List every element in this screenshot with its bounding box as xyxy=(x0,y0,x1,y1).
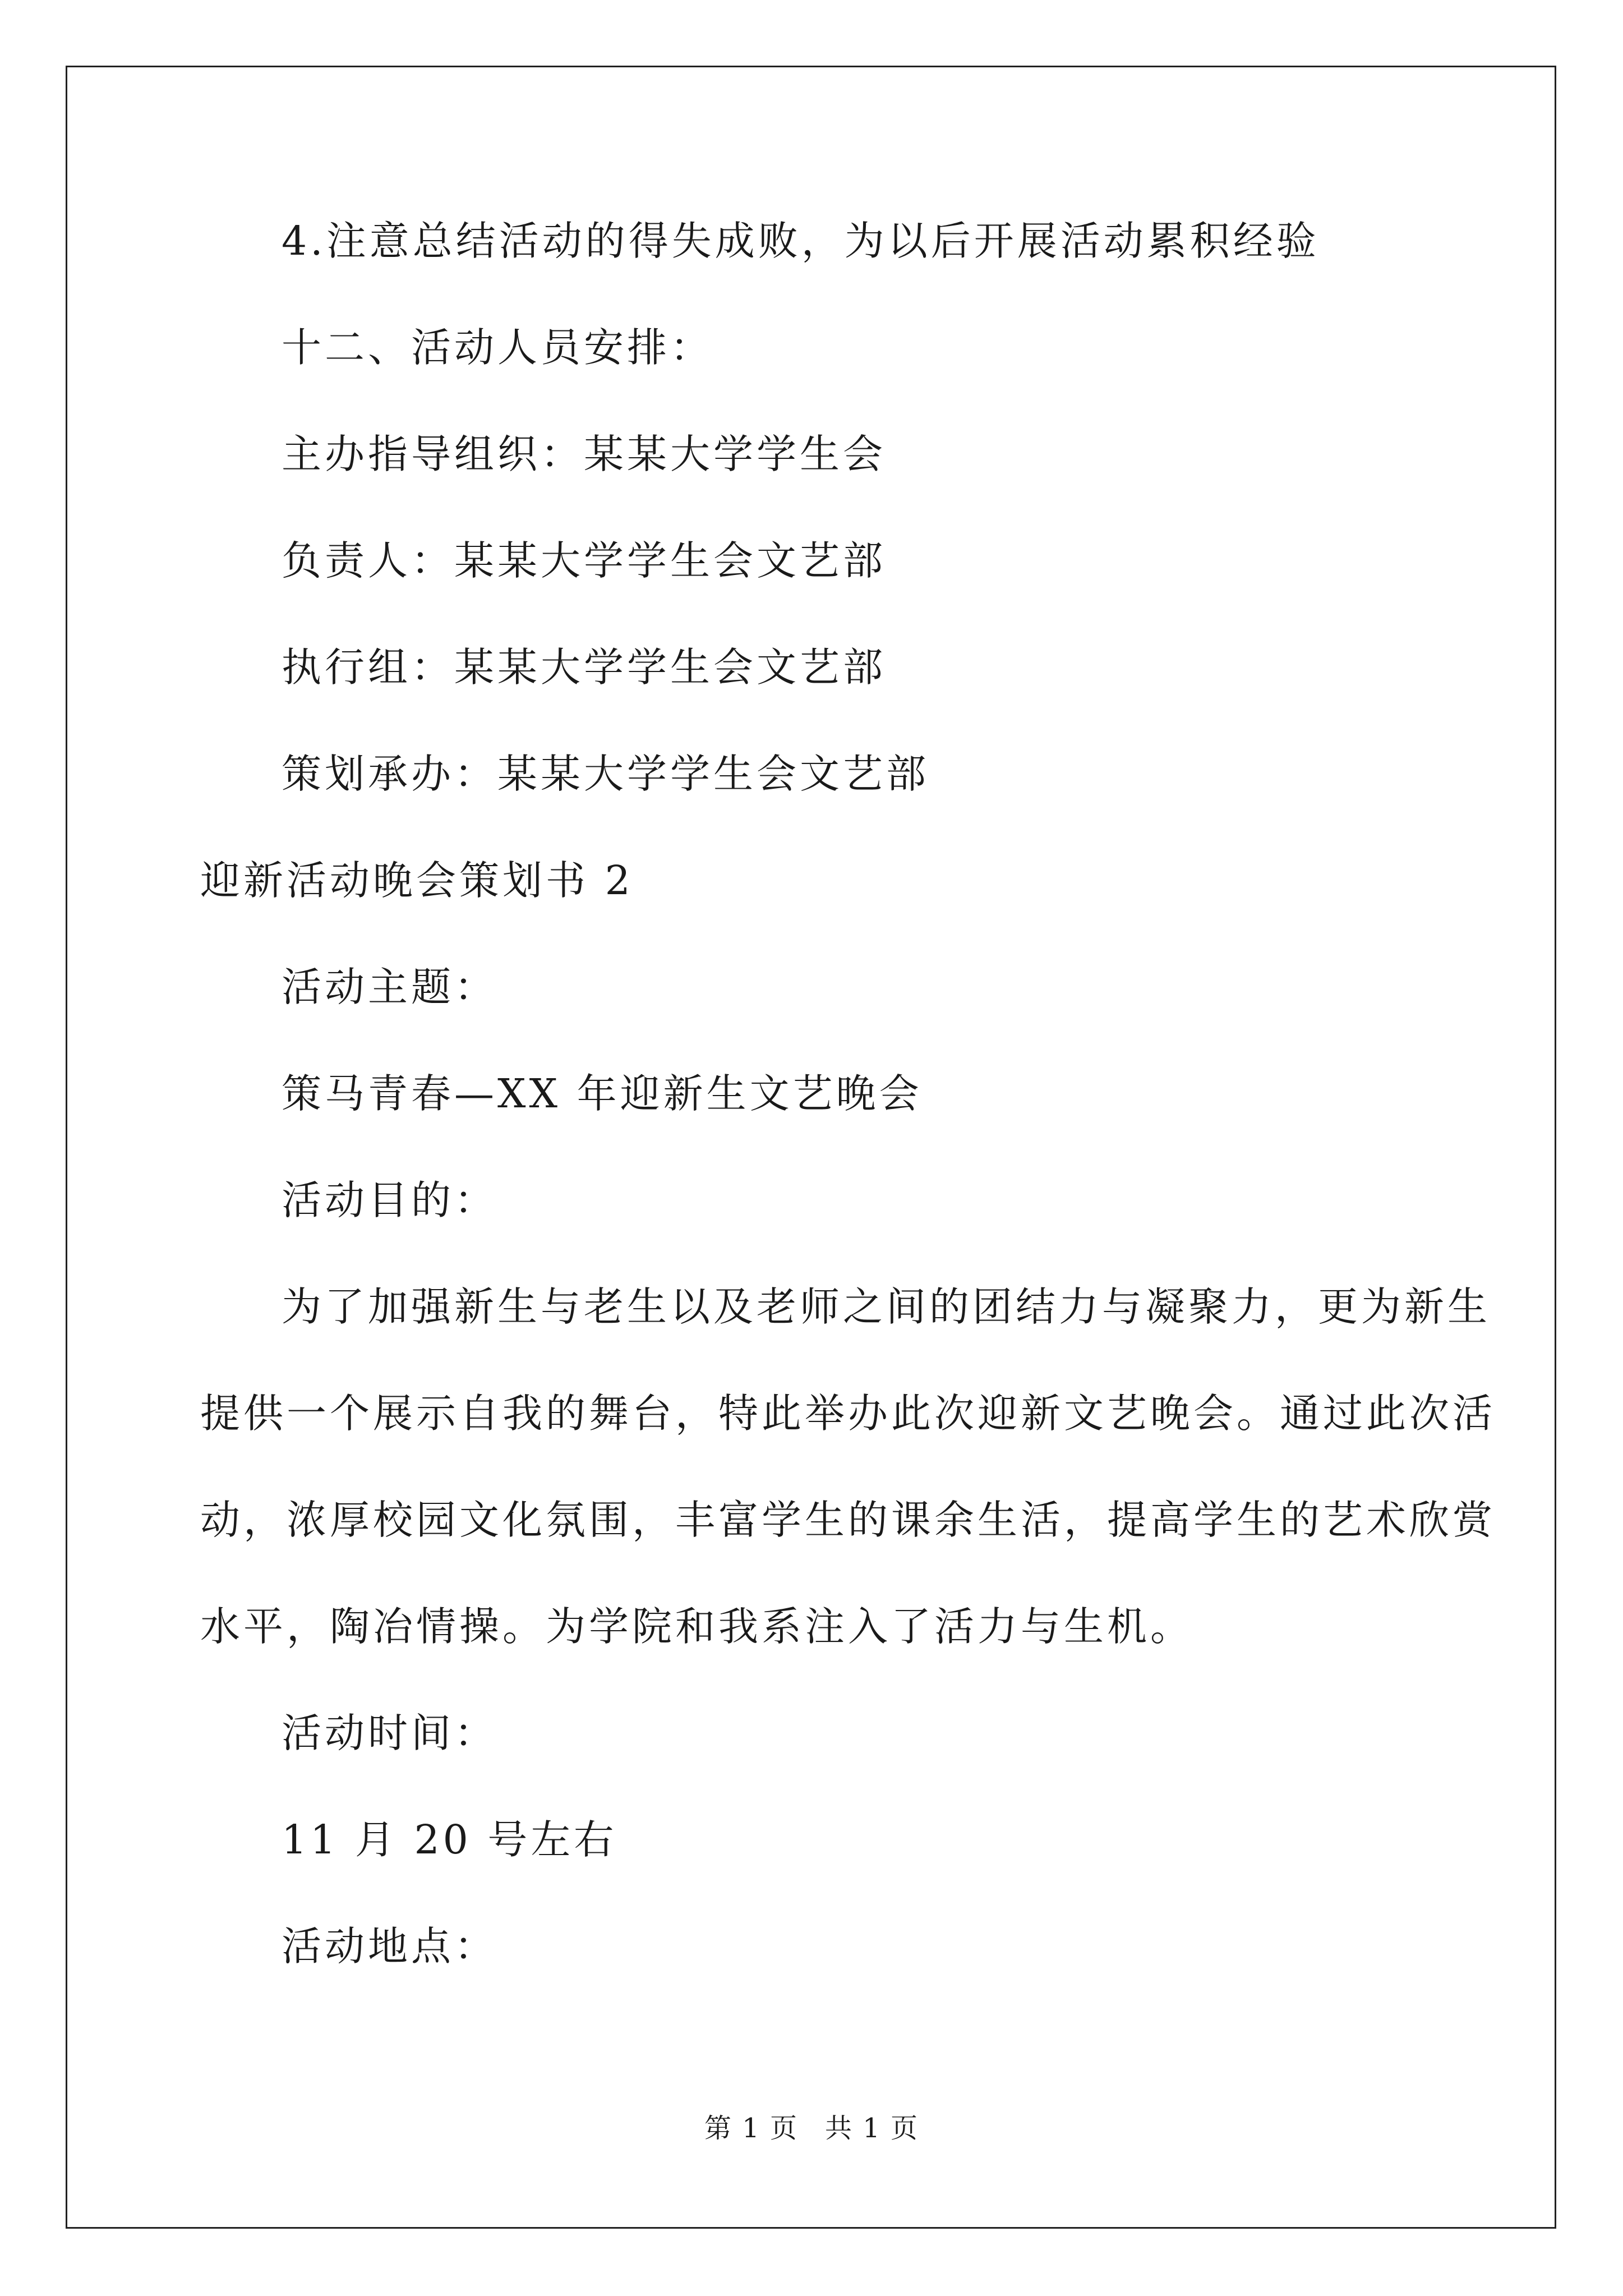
section-heading: 活动时间： xyxy=(282,1710,498,1756)
section-heading: 十二、活动人员安排： xyxy=(282,324,714,371)
paragraph-line: 水平，陶冶情操。为学院和我系注入了活力与生机。 xyxy=(200,1603,1194,1650)
paragraph-line: 提供一个展示自我的舞台，特此举办此次迎新文艺晚会。通过此次活 xyxy=(200,1390,1496,1437)
section-heading: 活动目的： xyxy=(282,1177,498,1223)
page-number: 第 1 页 xyxy=(704,2113,798,2144)
page-footer xyxy=(0,2106,1623,2145)
paragraph-line: 执行组：某某大学学生会文艺部 xyxy=(282,644,887,691)
paragraph-line: 负责人：某某大学学生会文艺部 xyxy=(282,537,887,584)
section-heading: 活动地点： xyxy=(282,1923,498,1970)
page-total: 共 1 页 xyxy=(825,2113,919,2144)
section-heading: 活动主题： xyxy=(282,964,498,1010)
paragraph-line: 主办指导组织：某某大学学生会 xyxy=(282,431,887,477)
paragraph-line: 策马青春—XX 年迎新生文艺晚会 xyxy=(282,1070,923,1117)
paragraph-line: 为了加强新生与老生以及老师之间的团结力与凝聚力，更为新生 xyxy=(282,1283,1491,1330)
paragraph-line: 4.注意总结活动的得失成败，为以后开展活动累积经验 xyxy=(282,218,1320,264)
paragraph-line: 动，浓厚校园文化氛围，丰富学生的课余生活，提高学生的艺术欣赏 xyxy=(200,1497,1496,1543)
paragraph-line: 11 月 20 号左右 xyxy=(282,1816,617,1863)
document-title: 迎新活动晚会策划书 2 xyxy=(200,857,634,904)
page-border xyxy=(66,66,1556,2229)
paragraph-line: 策划承办：某某大学学生会文艺部 xyxy=(282,751,930,797)
